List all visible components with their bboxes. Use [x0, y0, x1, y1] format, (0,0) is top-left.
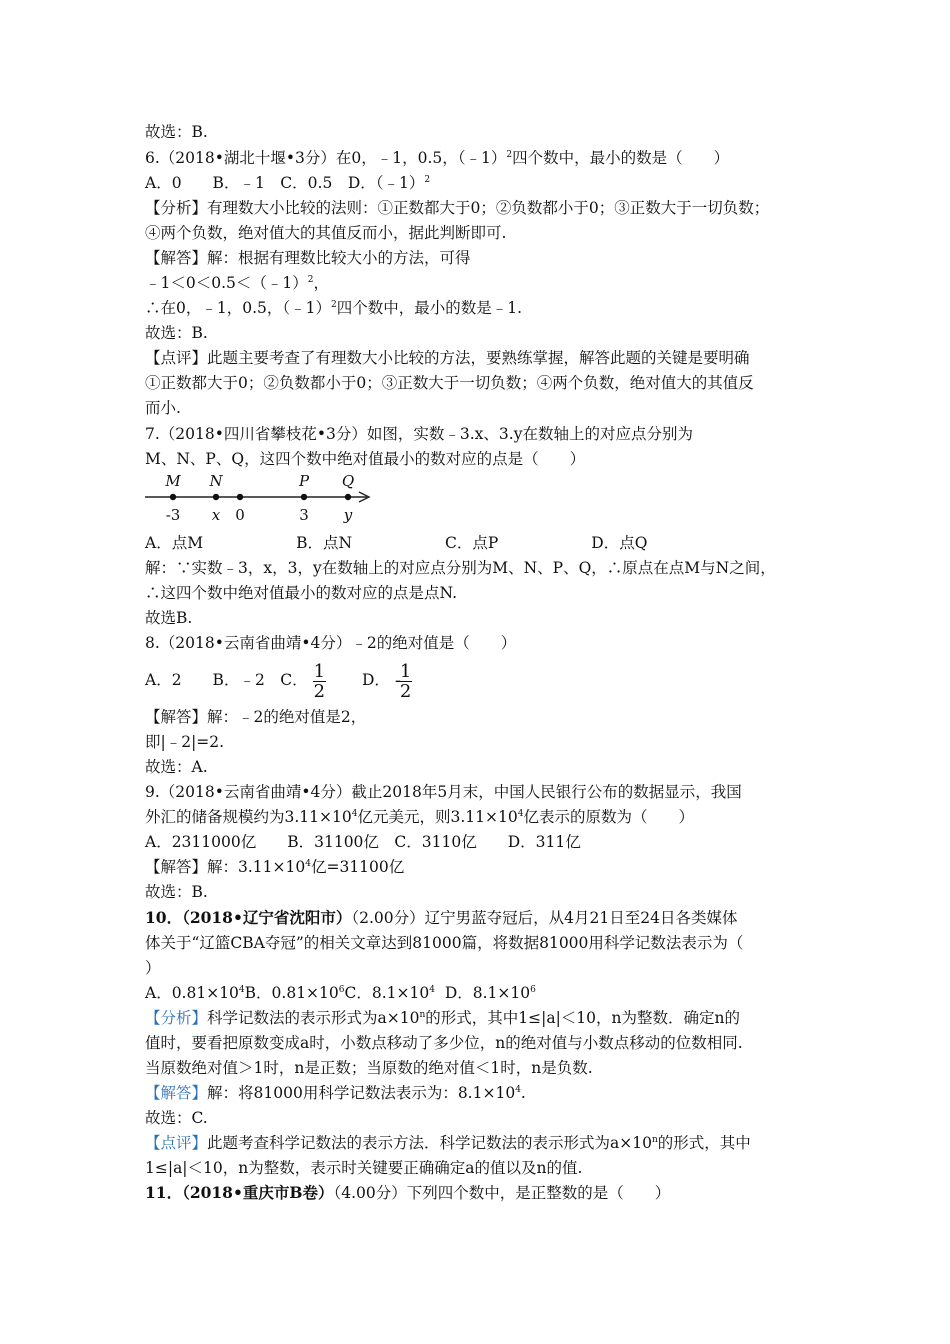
- superscript: 4: [305, 859, 311, 869]
- text-span: 四个数中，最小的数是﹣1.: [336, 299, 523, 317]
- number-line-point-label: N: [209, 472, 223, 490]
- text-line: 故选：A.: [145, 758, 208, 776]
- minus-sign: -: [394, 670, 401, 691]
- text-span: （2.00分）辽宁男蓝夺冠后，从4月21日至24日各类媒体: [351, 909, 738, 927]
- text-line: 即|﹣2|=2.: [145, 733, 225, 751]
- text-span: ﹣1＜0＜0.5＜（﹣1）: [145, 274, 308, 292]
- number-line-point-label: Q: [341, 472, 355, 490]
- superscript: n: [651, 1135, 658, 1145]
- text-span: 科学记数法的表示形式为a×10: [207, 1009, 420, 1027]
- text-line: 故选：C.: [145, 1109, 208, 1127]
- text-line: 1≤|a|＜10，n为整数，表示时关键要正确确定a的值以及n的值.: [145, 1159, 583, 1177]
- number-line-point-label: M: [165, 472, 181, 490]
- text-line: 【解答】解：﹣2的绝对值是2，: [145, 708, 367, 726]
- text-line: [145, 857, 404, 877]
- text-span: 亿表示的原数为（ ）: [523, 808, 694, 826]
- superscript: 6: [530, 985, 536, 995]
- text-line: ①正数都大于0；②负数都小于0；③正数大于一切负数；④两个负数，绝对值大的其值反: [145, 374, 754, 392]
- text-line: 值时，要看把原数变成a时，小数点移动了多少位，n的绝对值与小数点移动的位数相同.: [145, 1034, 743, 1052]
- text-line: 体关于“辽篮CBA夺冠”的相关文章达到81000篇，将数据81000用科学记数法表示为（: [145, 934, 744, 952]
- text-line: 当原数绝对值＞1时，n是正数；当原数的绝对值＜1时，n是负数.: [145, 1059, 593, 1077]
- number-line-value-label: x: [211, 506, 221, 524]
- text-span: D．: [361, 671, 390, 689]
- answer-10: [145, 1083, 526, 1103]
- text-span: 此题考查科学记数法的表示方法．科学记数法的表示形式为a×10: [207, 1134, 652, 1152]
- text-span: 外汇的储备规模约为3.11×10: [145, 808, 352, 826]
- number-line-point: [170, 494, 176, 500]
- text-span: B．0.81×10: [244, 984, 339, 1002]
- question-6: [145, 148, 729, 168]
- fraction-denominator: 2: [399, 680, 412, 702]
- fraction-half: [313, 662, 326, 701]
- text-line: [145, 807, 694, 827]
- text-span: A．0.81×10: [145, 984, 239, 1002]
- question-7: 7.（2018•四川省攀枝花•3分）如图，实数﹣3.x、3.y在数轴上的对应点分别为: [145, 425, 693, 443]
- text-span: A．2 B．﹣2 C．: [145, 671, 308, 689]
- text-line: [145, 273, 329, 293]
- fraction-numerator: 1: [399, 660, 412, 682]
- number-line-figure: [143, 470, 375, 526]
- number-line-point-label: P: [298, 472, 310, 490]
- number-line-value-label: 0: [235, 506, 245, 524]
- text-span: 亿=31100亿: [310, 858, 405, 876]
- text-span: C．8.1×10: [344, 984, 430, 1002]
- text-span: ∴在0，﹣1，0.5，（﹣1）: [145, 299, 331, 317]
- superscript: 2: [424, 175, 431, 185]
- text-span: 的形式，其中1≤|a|＜10，n为整数．确定n的: [425, 1009, 740, 1027]
- superscript: 2: [307, 275, 314, 285]
- text-line: 故选：B.: [145, 883, 208, 901]
- superscript: 6: [338, 985, 345, 995]
- question-10: [145, 908, 737, 928]
- text-line: ∴这四个数中绝对值最小的数对应的点是点N.: [145, 584, 457, 602]
- number-line-value-label: 3: [299, 506, 309, 524]
- number-line-point: [213, 494, 219, 500]
- text-line: 而小.: [145, 399, 181, 417]
- question-9: 9.（2018•云南省曲靖•4分）截止2018年5月末，中国人民银行公布的数据显示，我国: [145, 783, 742, 801]
- text-span: ，: [313, 274, 329, 292]
- fraction-denominator: 2: [313, 680, 326, 702]
- question-8: 8.（2018•云南省曲靖•4分）﹣2的绝对值是（ ）: [145, 634, 517, 652]
- text-line: 【点评】此题主要考查了有理数大小比较的方法，要熟练掌握，解答此题的关键是要明确: [145, 349, 750, 367]
- text-span: （4.00分）下列四个数中，是正整数的是（ ）: [333, 1184, 671, 1202]
- options-7: A．点M B．点N C．点P D．点Q: [145, 534, 648, 552]
- text-line: 故选：B.: [145, 324, 208, 342]
- superscript: 4: [351, 809, 358, 819]
- text-span: 四个数中，最小的数是（ ）: [512, 149, 730, 167]
- text-line: 故选：B.: [145, 123, 208, 141]
- question-11: [145, 1183, 670, 1203]
- text-line: ）: [145, 959, 161, 977]
- superscript: 4: [238, 985, 245, 995]
- fraction-numerator: 1: [313, 660, 326, 682]
- number-line-value-label: y: [343, 506, 353, 524]
- text-span: A．0 B．﹣1 C．0.5 D．（﹣1）: [145, 174, 425, 192]
- question-source: （2018•重庆市B卷）: [182, 1183, 334, 1202]
- text-span: 10．: [145, 908, 183, 927]
- number-line-point: [301, 494, 307, 500]
- question-source: （2018•辽宁省沈阳市）: [182, 908, 352, 927]
- fraction-neg-half: [399, 662, 412, 701]
- text-span: 11．: [145, 1183, 183, 1202]
- analysis-tag: 【分析】: [145, 1009, 208, 1027]
- options-6: [145, 173, 430, 193]
- superscript: 4: [429, 985, 435, 995]
- comment-10: [145, 1133, 751, 1153]
- text-line: M、N、P、Q，这四个数中绝对值最小的数对应的点是（ ）: [145, 450, 586, 468]
- text-span: 亿元美元，则3.11×10: [357, 808, 518, 826]
- text-span: 的形式，其中: [657, 1134, 751, 1152]
- superscript: 4: [517, 809, 524, 819]
- superscript: 2: [506, 150, 513, 160]
- text-line: 【解答】解：根据有理数比较大小的方法，可得: [145, 249, 471, 267]
- text-span: 解：将81000用科学记数法表示为：8.1×10: [207, 1084, 516, 1102]
- text-line: 故选B.: [145, 609, 193, 627]
- superscript: 2: [331, 300, 337, 310]
- text-line: 【分析】有理数大小比较的法则：①正数都大于0；②负数都小于0；③正数大于一切负数；: [145, 199, 770, 217]
- superscript: n: [419, 1010, 426, 1020]
- text-span: D．8.1×10: [444, 984, 531, 1002]
- text-line: [145, 298, 522, 318]
- text-span: .: [520, 1084, 526, 1102]
- options-8: [145, 659, 412, 701]
- answer-tag: 【解答】: [145, 1084, 208, 1102]
- options-10: [145, 983, 536, 1003]
- text-line: ④两个负数，绝对值大的其值反而小，据此判断即可.: [145, 224, 507, 242]
- number-line-value-label: -3: [165, 506, 181, 524]
- comment-tag: 【点评】: [145, 1134, 208, 1152]
- text-line: 解：∵实数﹣3，x，3，y在数轴上的对应点分别为M、N、P、Q，∴原点在点M与N之间，: [145, 559, 776, 577]
- analysis-10: [145, 1008, 740, 1028]
- text-span: 【解答】解：3.11×10: [145, 858, 306, 876]
- text-span: 6.（2018•湖北十堰•3分）在0，﹣1，0.5，（﹣1）: [145, 149, 507, 167]
- superscript: 4: [515, 1085, 521, 1095]
- number-line-point: [345, 494, 351, 500]
- options-9: A．2311000亿 B．31100亿 C．3110亿 D．311亿: [145, 833, 581, 851]
- number-line-point: [237, 494, 243, 500]
